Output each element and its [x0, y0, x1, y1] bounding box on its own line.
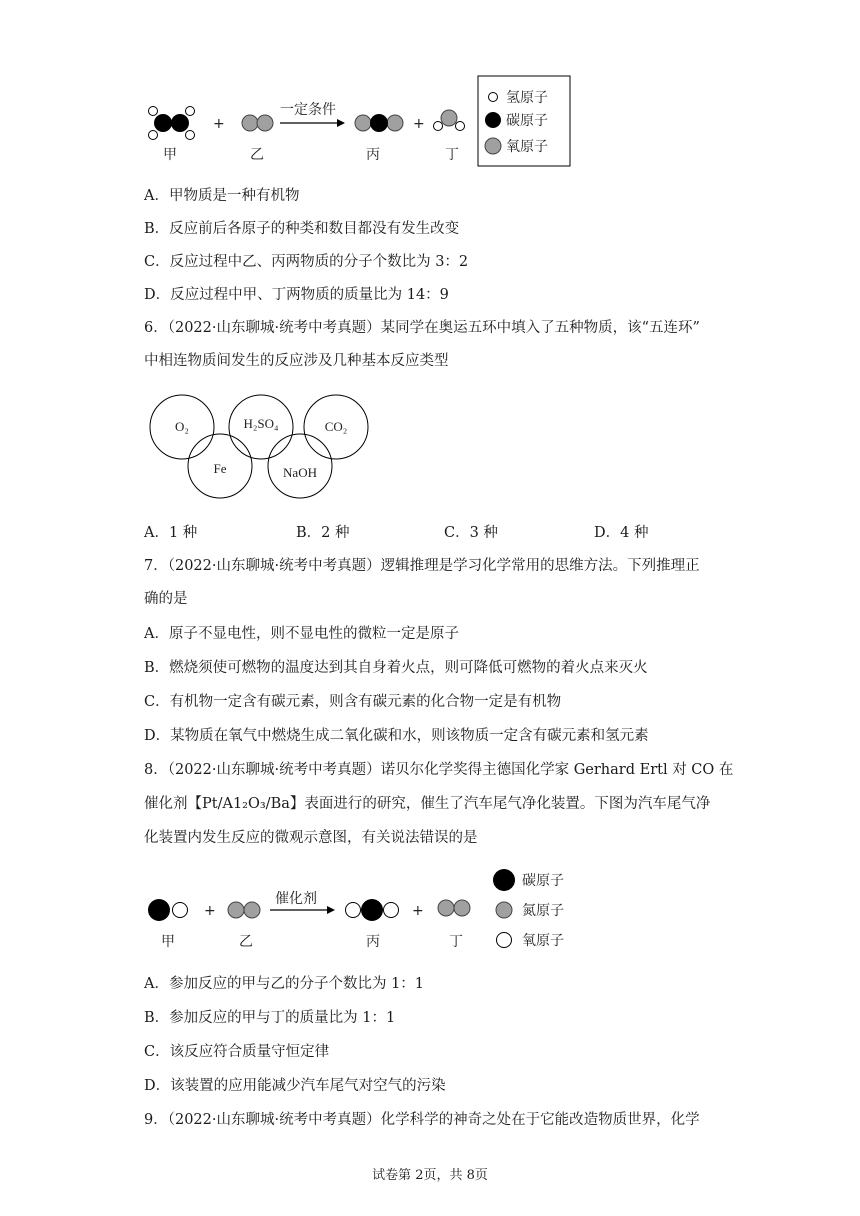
q8-label-yi: 乙	[239, 934, 253, 950]
q8-option-d: D．该装置的应用能减少汽车尾气对空气的污染	[144, 1078, 446, 1094]
q7-stem-line2: 确的是	[144, 591, 188, 607]
q6-option-c: C．3 种	[444, 525, 498, 541]
q7-option-d: D．某物质在氧气中燃烧生成二氧化碳和水，则该物质一定含有碳元素和氢元素	[144, 728, 649, 744]
q8-molecule-ding	[438, 900, 470, 916]
q8-plus-1: +	[204, 903, 216, 919]
q8-molecule-bing	[346, 899, 399, 921]
q7-option-b: B．燃烧须使可燃物的温度达到其自身着火点，则可降低可燃物的着火点来灭火	[144, 660, 648, 676]
page-footer: 试卷第 2页，共 8页	[372, 1168, 488, 1183]
q5-label-jia: 甲	[163, 147, 177, 163]
q6-option-a: A．1 种	[144, 525, 198, 541]
q6-option-d: D．4 种	[594, 525, 649, 541]
q8-option-c: C．该反应符合质量守恒定律	[144, 1044, 330, 1060]
q5-plus-1: +	[213, 116, 225, 132]
q8-legend-oxygen-swatch	[497, 933, 512, 948]
q7-option-a: A．原子不显电性，则不显电性的微粒一定是原子	[144, 626, 459, 642]
q6-ring-o2-label: O₂	[175, 419, 189, 434]
q5-molecule-jia	[149, 107, 195, 140]
q6-option-b: B．2 种	[296, 525, 350, 541]
q8-option-a: A．参加反应的甲与乙的分子个数比为 1：1	[144, 976, 425, 992]
q5-plus-2: +	[413, 116, 425, 132]
q5-legend-oxygen: 氧原子	[506, 139, 548, 155]
q8-label-bing: 丙	[366, 934, 380, 950]
q8-legend-oxygen: 氧原子	[522, 933, 564, 949]
q8-plus-2: +	[412, 903, 424, 919]
q8-legend-carbon-swatch	[493, 869, 515, 891]
q5-option-d: D．反应过程中甲、丁两物质的质量比为 14：9	[144, 287, 449, 303]
q5-option-a: A．甲物质是一种有机物	[144, 188, 300, 204]
q5-molecule-bing	[355, 114, 403, 132]
q6-stem-line2: 中相连物质间发生的反应涉及几种基本反应类型	[144, 353, 449, 369]
q5-reaction-diagram	[140, 72, 580, 172]
q8-option-b: B．参加反应的甲与丁的质量比为 1：1	[144, 1010, 396, 1026]
q5-molecule-ding	[434, 110, 465, 131]
q5-legend-carbon-swatch	[485, 112, 501, 128]
q5-legend-oxygen-swatch	[485, 138, 501, 154]
q8-stem-line2: 催化剂【Pt/A1₂O₃/Ba】表面进行的研究，催生了汽车尾气净化装置。下图为汽车尾气净	[144, 796, 711, 812]
q7-option-c: C．有机物一定含有碳元素，则含有碳元素的化合物一定是有机物	[144, 694, 562, 710]
q5-legend-hydrogen: 氢原子	[506, 90, 548, 106]
q8-label-ding: 丁	[449, 934, 463, 950]
q8-stem-line1: 8．（2022·山东聊城·统考中考真题）诺贝尔化学奖得主德国化学家 Gerhard Ertl 对 CO 在	[144, 762, 734, 778]
q8-legend-carbon: 碳原子	[522, 873, 564, 889]
q5-condition-text: 一定条件	[280, 102, 336, 118]
q5-option-b: B．反应前后各原子的种类和数目都没有发生改变	[144, 221, 460, 237]
q8-reaction-diagram	[140, 864, 580, 958]
q6-ring-h2so4-label: H₂SO₄	[243, 416, 279, 431]
q5-arrow-head	[337, 119, 345, 127]
q9-stem-line1: 9．（2022·山东聊城·统考中考真题）化学科学的神奇之处在于它能改造物质世界，化学	[144, 1112, 700, 1128]
q5-legend	[478, 76, 570, 166]
q8-legend-nitrogen-swatch	[496, 902, 512, 918]
q5-legend-hydrogen-swatch	[489, 93, 498, 102]
q5-label-ding: 丁	[445, 147, 459, 163]
q8-molecule-yi	[228, 902, 260, 918]
q8-condition-text: 催化剂	[275, 891, 317, 907]
q5-option-c: C．反应过程中乙、丙两物质的分子个数比为 3：2	[144, 254, 469, 270]
q5-legend-carbon: 碳原子	[506, 113, 548, 129]
q8-stem-line3: 化装置内发生反应的微观示意图，有关说法错误的是	[144, 830, 478, 846]
q5-label-yi: 乙	[250, 147, 264, 163]
q5-label-bing: 丙	[366, 147, 380, 163]
q6-ring-co2-label: CO₂	[324, 419, 348, 434]
q8-legend-nitrogen: 氮原子	[522, 903, 564, 919]
q6-ring-naoh-label: NaOH	[283, 465, 317, 480]
q8-arrow-head	[327, 906, 335, 914]
q8-legend	[493, 869, 564, 949]
q8-molecule-jia	[148, 899, 188, 921]
q6-rings-diagram	[140, 393, 380, 513]
q8-label-jia: 甲	[161, 934, 175, 950]
q6-ring-fe-label: Fe	[213, 461, 227, 476]
q7-stem-line1: 7．（2022·山东聊城·统考中考真题）逻辑推理是学习化学常用的思维方法。下列推理正	[144, 558, 700, 574]
q6-stem-line1: 6．（2022·山东聊城·统考中考真题）某同学在奥运五环中填入了五种物质，该“五连环”	[144, 320, 700, 336]
q5-molecule-yi	[242, 115, 273, 131]
